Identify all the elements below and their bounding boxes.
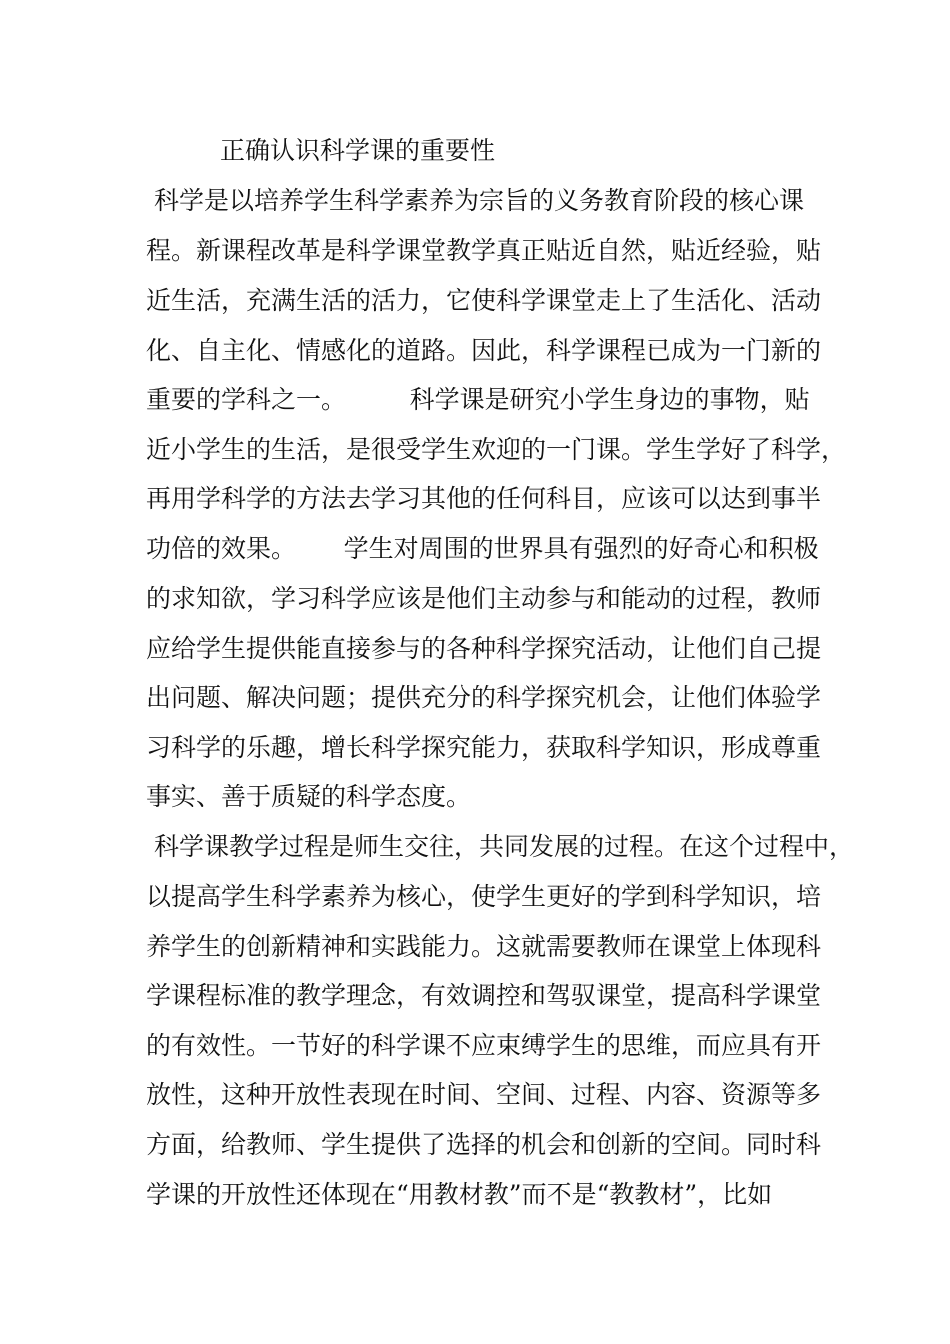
text-line: 学课的开放性还体现在“用教材教”而不是“教教材”，比如	[146, 1180, 773, 1209]
text-line: 应给学生提供能直接参与的各种科学探究活动，让他们自己提	[146, 634, 822, 663]
text-line: 程。新课程改革是科学课堂教学真正贴近自然，贴近经验，贴	[146, 236, 822, 265]
text-line: 科学是以培养学生科学素养为宗旨的义务教育阶段的核心课	[146, 186, 804, 215]
text-line: 近小学生的生活，是很受学生欢迎的一门课。学生学好了科学，	[146, 435, 847, 464]
text-line: 出问题、解决问题；提供充分的科学探究机会，让他们体验学	[146, 683, 822, 712]
text-line: 学课程标准的教学理念，有效调控和驾驭课堂，提高科学课堂	[146, 981, 822, 1010]
text-line: 放性，这种开放性表现在时间、空间、过程、内容、资源等多	[146, 1080, 822, 1109]
text-line: 科学课教学过程是师生交往，共同发展的过程。在这个过程中，	[146, 832, 854, 861]
text-line: 的求知欲，学习科学应该是他们主动参与和能动的过程，教师	[146, 584, 822, 613]
text-line: 事实、善于质疑的科学态度。	[146, 782, 472, 811]
document-title: 正确认识科学课的重要性	[220, 136, 496, 165]
text-line: 重要的学科之一。 科学课是研究小学生身边的事物，贴	[146, 385, 810, 414]
text-line: 化、自主化、情感化的道路。因此，科学课程已成为一门新的	[146, 336, 822, 365]
text-line: 养学生的创新精神和实践能力。这就需要教师在课堂上体现科	[146, 932, 822, 961]
text-line: 方面，给教师、学生提供了选择的机会和创新的空间。同时科	[146, 1130, 822, 1159]
text-line: 近生活，充满生活的活力，它使科学课堂走上了生活化、活动	[146, 286, 822, 315]
text-line: 以提高学生科学素养为核心，使学生更好的学到科学知识，培	[146, 882, 822, 911]
text-line: 的有效性。一节好的科学课不应束缚学生的思维，而应具有开	[146, 1031, 822, 1060]
text-line: 再用学科学的方法去学习其他的任何科目，应该可以达到事半	[146, 484, 822, 513]
text-line: 习科学的乐趣，增长科学探究能力，获取科学知识，形成尊重	[146, 733, 822, 762]
text-line: 功倍的效果。 学生对周围的世界具有强烈的好奇心和积极	[146, 534, 819, 563]
